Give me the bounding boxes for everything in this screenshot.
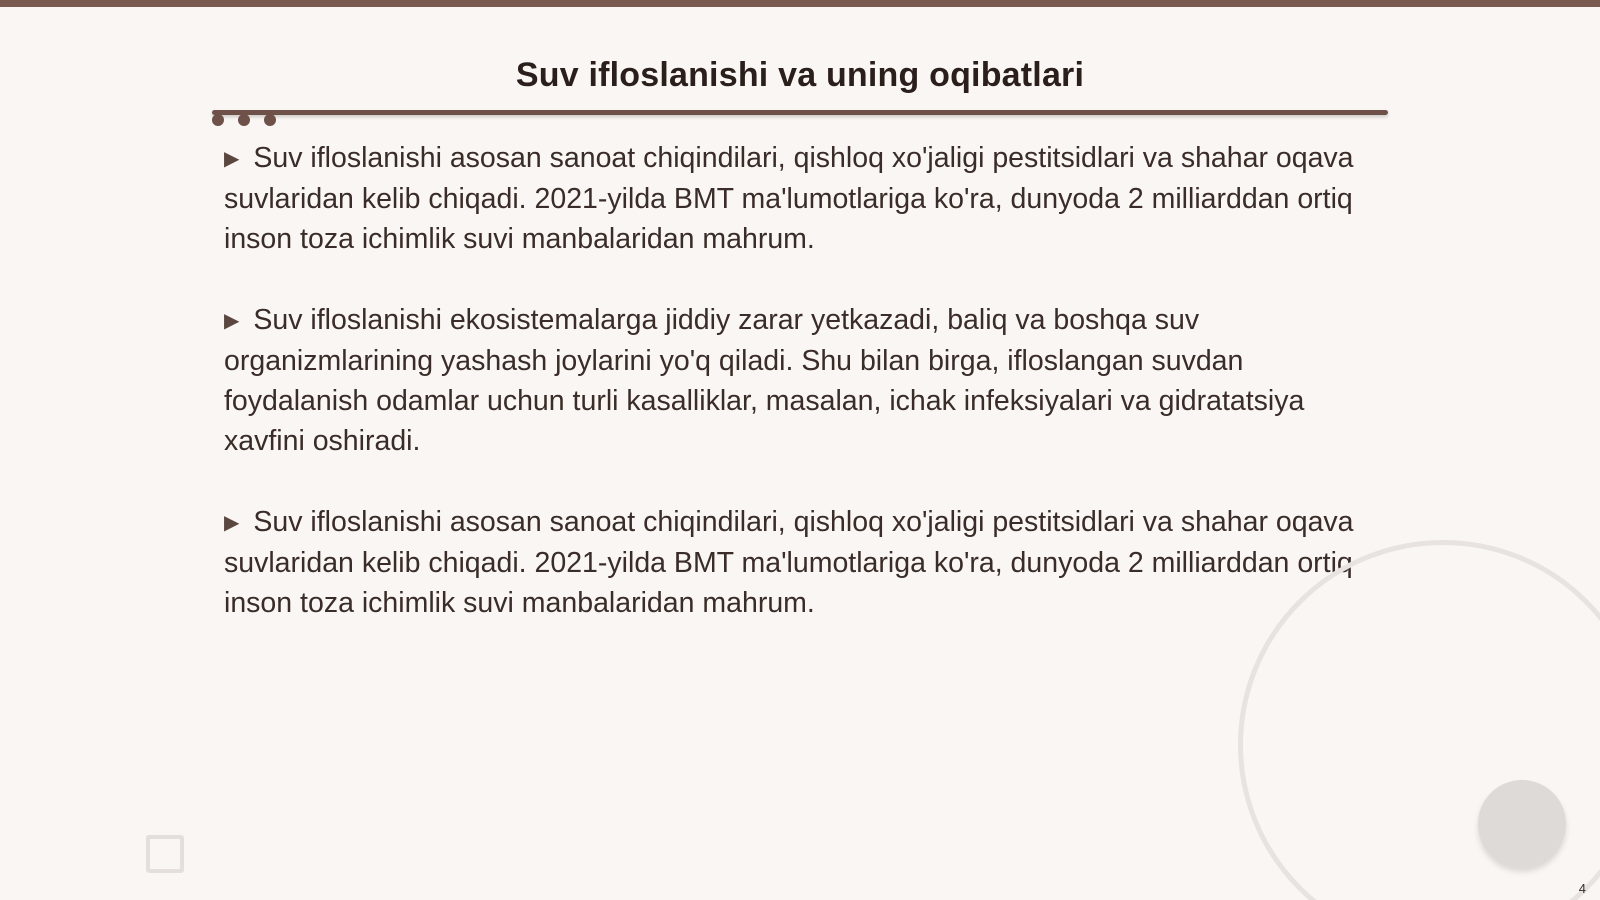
page-number: 4 <box>1578 881 1586 896</box>
top-accent-bar <box>0 0 1600 7</box>
bullet-item <box>224 502 1364 623</box>
title-underline <box>212 110 1388 115</box>
bullet-item <box>224 138 1364 259</box>
bullet-item <box>224 300 1364 461</box>
decorative-dot <box>1478 780 1566 868</box>
bullet-list <box>224 138 1364 664</box>
rule-dot-1 <box>212 114 224 126</box>
bullet-text: Suv ifloslanishi asosan sanoat chiqindilari, qishloq xo'jaligi pestitsidlari va shahar oqava suvlaridan kelib chiqadi. 2021-yilda BMT ma'lumotlariga ko'ra, dunyoda 2 milliarddan ortiq inson toza ichimlik suvi manbalaridan mahrum. <box>224 506 1354 619</box>
triangle-bullet-icon: ▶ <box>224 310 240 332</box>
triangle-bullet-icon: ▶ <box>224 148 240 170</box>
bullet-text: Suv ifloslanishi asosan sanoat chiqindilari, qishloq xo'jaligi pestitsidlari va shahar oqava suvlaridan kelib chiqadi. 2021-yilda BMT ma'lumotlariga ko'ra, dunyoda 2 milliarddan ortiq inson toza ichimlik suvi manbalaridan mahrum. <box>224 142 1354 255</box>
bullet-text: Suv ifloslanishi ekosistemalarga jiddiy zarar yetkazadi, baliq va boshqa suv organizmlarining yashash joylarini yo'q qiladi. Shu bilan birga, ifloslangan suvdan foydalanish odamlar uchun turli kasalliklar, masalan, ichak infeksiyalari va gidratatsiya xavfini oshiradi. <box>224 304 1305 457</box>
slide-title: Suv ifloslanishi va uning oqibatlari <box>515 56 1085 94</box>
rule-dot-3 <box>264 114 276 126</box>
decorative-square <box>146 835 184 873</box>
triangle-bullet-icon: ▶ <box>224 512 240 534</box>
rule-dot-2 <box>238 114 250 126</box>
